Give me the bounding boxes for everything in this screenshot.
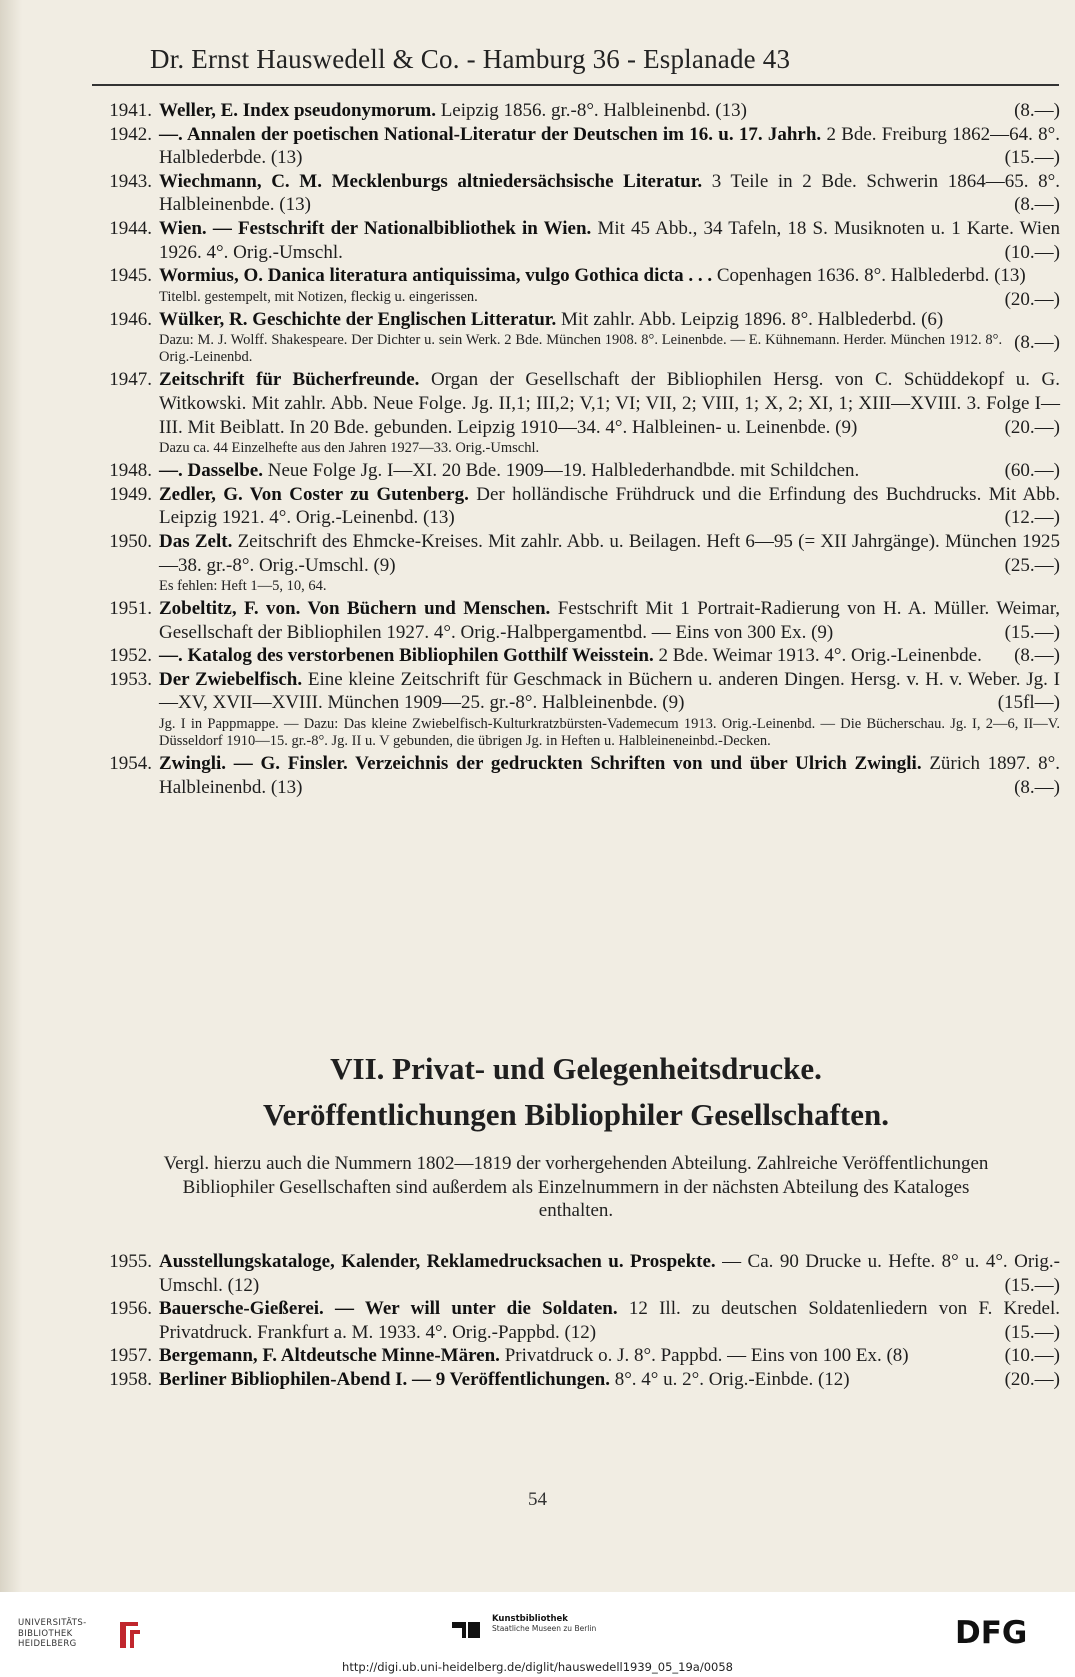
- entry-text: [159, 99, 1060, 123]
- entry-details: Organ der Gesellschaft der Bibliophilen Hersg. von C. Schüddekopf u. G. Witkowski. Mit zahlr. Abb. Neue Folge. Jg. II,1; III,2; V,1; VI; VII, 2; VIII, 1; X, 2; XI, 1; XIII—XVIII. 3. Folge I—III. Mit Beiblatt. In 20 Bde. gebunden. Leipzig 1910—34. 4°. Halbleinen- u. Leinenbde. (9): [159, 369, 1060, 438]
- entry-price: (8.—): [1014, 645, 1060, 667]
- entry-price: (15.—): [1004, 621, 1060, 643]
- entry-text: [159, 217, 1060, 264]
- entry-number: 1944.: [109, 217, 152, 239]
- entry-number: 1954.: [109, 753, 152, 775]
- entry-text: [159, 752, 1060, 799]
- entry-details: 2 Bde. Weimar 1913. 4°. Orig.-Leinenbde.: [658, 645, 982, 667]
- kunstbibliothek-subtitle: Staatliche Museen zu Berlin: [492, 1624, 597, 1633]
- dfg-logo-text: DFG: [955, 1616, 1028, 1646]
- entry-price: (20.—): [1004, 1368, 1060, 1390]
- catalog-entries: [92, 99, 1060, 799]
- entry-text: [159, 1344, 1060, 1368]
- entry-title: Wülker, R. Geschichte der Englischen Litteratur.: [159, 308, 557, 330]
- entry-number: 1941.: [109, 100, 152, 121]
- entry-price: (20.—): [1004, 288, 1060, 310]
- uni-logo-line1: UNIVERSITÄTS-: [18, 1618, 87, 1628]
- entry-title: Das Zelt.: [159, 530, 233, 552]
- entry-price: (15.—): [1004, 147, 1060, 169]
- entry-details: 12 Ill. zu deutschen Soldatenliedern von F. Kredel. Privatdruck. Frankfurt a. M. 1933. 4°. Orig.-Pappbd. (12): [159, 1298, 1060, 1343]
- section-title-line1: VII. Privat- und Gelegenheitsdrucke.: [330, 1051, 822, 1086]
- entry-title: Wormius, O. Danica literatura antiquissima, vulgo Gothica dicta . . .: [159, 265, 713, 287]
- entry-price: (10.—): [1004, 1345, 1060, 1367]
- catalog-entry: [92, 368, 1060, 457]
- catalog-entry: [92, 264, 1060, 310]
- entry-number: 1953.: [109, 668, 152, 690]
- entry-number: 1956.: [109, 1298, 152, 1320]
- entry-price: (15.—): [1004, 1274, 1060, 1296]
- entry-text: [159, 459, 1060, 483]
- entry-title: Berliner Bibliophilen-Abend I. — 9 Veröffentlichungen.: [159, 1368, 610, 1390]
- catalog-entry: [92, 308, 1060, 367]
- source-url[interactable]: http://digi.ub.uni-heidelberg.de/diglit/hauswedell1939_05_19a/0058: [342, 1660, 733, 1674]
- entry-price: (25.—): [1004, 554, 1060, 576]
- entry-number: 1951.: [109, 598, 152, 620]
- entry-price: (20.—): [1004, 416, 1060, 438]
- entry-text: [159, 644, 1060, 668]
- entry-number: 1947.: [109, 369, 152, 391]
- uni-logo-line3: HEIDELBERG: [18, 1639, 77, 1649]
- page-edge-shadow: [0, 0, 22, 1592]
- entry-title: —. Dasselbe.: [159, 460, 263, 482]
- uni-library-logo[interactable]: [18, 1618, 136, 1650]
- entry-text: [159, 1250, 1060, 1297]
- entry-text: [159, 530, 1060, 577]
- catalog-entry: [92, 1250, 1060, 1297]
- entry-details: Zürich 1897. 8°. Halbleinenbd. (13): [159, 753, 1060, 798]
- entry-details: Der holländische Frühdruck und die Erfindung des Buchdrucks. Mit Abb. Leipzig 1921. 4°. Orig.-Leinenbd. (13): [159, 483, 1061, 529]
- running-head: Dr. Ernst Hauswedell & Co. - Hamburg 36 - Esplanade 43: [150, 44, 791, 74]
- entry-text: [159, 368, 1060, 439]
- entry-number: 1949.: [109, 483, 152, 505]
- entry-title: Zobeltitz, F. von. Von Büchern und Menschen.: [159, 598, 551, 620]
- entry-price: (15.—): [1004, 1321, 1060, 1343]
- entry-note: Es fehlen: Heft 1—5, 10, 64.: [159, 578, 327, 595]
- entry-details: Festschrift Mit 1 Portrait-Radierung von H. A. Müller. Weimar, Gesellschaft der Bibliophilen 1927. 4°. Orig.-Halbpergamentbd. — Eins von 300 Ex. (9): [159, 598, 1061, 643]
- entry-text: [159, 668, 1060, 715]
- kunstbibliothek-logo[interactable]: [492, 1614, 596, 1633]
- dfg-logo[interactable]: [955, 1616, 1055, 1646]
- entry-price: (8.—): [1014, 100, 1060, 121]
- kunstbibliothek-title: Kunstbibliothek: [492, 1614, 568, 1624]
- entry-price: (60.—): [1004, 460, 1060, 482]
- uni-logo-line2: BIBLIOTHEK: [18, 1628, 73, 1639]
- catalog-entry: [92, 459, 1060, 483]
- entry-title: Wiechmann, C. M. Mecklenburgs altniedersächsische Literatur.: [159, 170, 703, 192]
- entry-price: (8.—): [1014, 194, 1060, 216]
- entry-number: 1955.: [109, 1251, 152, 1272]
- entry-details: Mit 45 Abb., 34 Tafeln, 18 S. Musiknoten u. 1 Karte. Wien 1926. 4°. Orig.-Umschl.: [159, 217, 1060, 263]
- entry-text: [159, 1297, 1060, 1344]
- header-rule: [92, 84, 1059, 86]
- entry-price: (15fl—): [997, 692, 1060, 714]
- entry-title: —. Annalen der poetischen National-Literatur der Deutschen im 16. u. 17. Jahrh.: [159, 123, 822, 145]
- entry-note: Titelbl. gestempelt, mit Notizen, fleckig u. eingerissen.: [159, 288, 478, 305]
- entry-details: Eine kleine Zeitschrift für Geschmack in Büchern u. anderen Dingen. Hersg. v. H. v. Weber. Jg. I—XV, XVII—XVIII. München 1909—25. gr.-8°. Halbleinenbde. (9): [159, 668, 1060, 714]
- entry-price: (8.—): [1014, 332, 1060, 354]
- entry-details: — Ca. 90 Drucke u. Hefte. 8° u. 4°. Orig.-Umschl. (12): [159, 1251, 1061, 1296]
- entry-text: [159, 170, 1060, 217]
- section-title-line2: Veröffentlichungen Bibliophiler Gesellschaften.: [262, 1097, 890, 1132]
- entry-number: 1945.: [109, 265, 152, 287]
- entry-title: Weller, E. Index pseudonymorum.: [159, 100, 436, 121]
- entry-number: 1946.: [109, 308, 152, 330]
- section-intro: Vergl. hierzu auch die Nummern 1802—1819 der vorhergehenden Abteilung. Zahlreiche Veröffentlichungen Bibliophiler Gesellschaften sind außerdem als Einzelnummern in der nächsten Abteilung des Kataloges enthalten.: [163, 1153, 989, 1222]
- entry-details: Privatdruck o. J. 8°. Pappbd. — Eins von 100 Ex. (8): [504, 1345, 909, 1367]
- entry-note: Dazu ca. 44 Einzelhefte aus den Jahren 1927—33. Orig.-Umschl.: [159, 440, 540, 457]
- catalog-entry: [92, 668, 1060, 750]
- page-number: 54: [528, 1489, 547, 1510]
- entry-number: 1957.: [109, 1345, 152, 1367]
- catalog-entry: [92, 1297, 1060, 1344]
- catalog-entry: [92, 99, 1060, 123]
- catalog-entry: [92, 530, 1060, 595]
- entry-text: [159, 597, 1060, 644]
- entry-title: Zedler, G. Von Coster zu Gutenberg.: [159, 483, 469, 505]
- entry-note: Dazu: M. J. Wolff. Shakespeare. Der Dichter u. sein Werk. 2 Bde. München 1908. 8°. Leinenbde. — E. Kühnemann. Herder. München 1912. 8°. Orig.-Leinenbd.: [159, 332, 1003, 366]
- entry-number: 1942.: [109, 123, 152, 145]
- entry-details: Mit zahlr. Abb. Leipzig 1896. 8°. Halblederbd. (6): [561, 308, 944, 330]
- entry-text: [159, 483, 1060, 530]
- catalog-entry: [92, 123, 1060, 170]
- footer-bar: [0, 1592, 1075, 1657]
- kunstbibliothek-icon: [450, 1618, 484, 1642]
- entry-title: Wien. — Festschrift der Nationalbibliothek in Wien.: [159, 217, 592, 239]
- entry-title: Zwingli. — G. Finsler. Verzeichnis der gedruckten Schriften von und über Ulrich Zwingli.: [159, 753, 922, 775]
- entry-title: Bergemann, F. Altdeutsche Minne-Mären.: [159, 1345, 500, 1367]
- catalog-entries-section7: [92, 1250, 1060, 1392]
- entry-number: 1958.: [109, 1368, 152, 1390]
- entry-price: (8.—): [1014, 776, 1060, 798]
- catalog-entry: [92, 644, 1060, 668]
- catalog-entry: [92, 597, 1060, 644]
- catalog-entry: [92, 752, 1060, 799]
- entry-note: Jg. I in Pappmappe. — Dazu: Das kleine Zwiebelfisch-Kulturkratzbürsten-Vademecum 1913. Orig.-Leinenbd. — Die Bücherschau. Jg. I, 2—6, II—V. Düsseldorf 1910—15. gr.-8°. Jg. II u. V gebunden, die übrigen Jg. in Heften u. Halbleineneinbd.-Decken.: [159, 716, 1060, 750]
- entry-price: (12.—): [1004, 507, 1060, 529]
- catalog-entry: [92, 217, 1060, 264]
- entry-title: Zeitschrift für Bücherfreunde.: [159, 369, 420, 391]
- catalog-entry: [92, 170, 1060, 217]
- catalog-entry: [92, 1344, 1060, 1368]
- entry-details: 8°. 4° u. 2°. Orig.-Einbde. (12): [614, 1368, 850, 1390]
- entry-number: 1948.: [109, 460, 152, 482]
- entry-title: Der Zwiebelfisch.: [159, 668, 303, 690]
- entry-title: Ausstellungskataloge, Kalender, Reklamedrucksachen u. Prospekte.: [159, 1251, 716, 1272]
- entry-details: Neue Folge Jg. I—XI. 20 Bde. 1909—19. Halblederhandbde. mit Schildchen.: [267, 460, 860, 482]
- catalog-entry: [92, 483, 1060, 530]
- entry-details: 2 Bde. Freiburg 1862—64. 8°. Halblederbde. (13): [159, 123, 1061, 169]
- entry-price: (10.—): [1004, 241, 1060, 263]
- entry-number: 1952.: [109, 645, 152, 667]
- uni-logo-icon: [116, 1618, 144, 1652]
- section-heading: [92, 1046, 1060, 1223]
- entry-title: —. Katalog des verstorbenen Bibliophilen Gotthilf Weisstein.: [159, 645, 654, 667]
- entry-text: [159, 123, 1060, 170]
- entry-text: [159, 1368, 1060, 1392]
- entry-number: 1943.: [109, 170, 152, 192]
- catalog-entry: [92, 1368, 1060, 1392]
- entry-title: Bauersche-Gießerei. — Wer will unter die Soldaten.: [159, 1298, 618, 1320]
- entry-details: Zeitschrift des Ehmcke-Kreises. Mit zahlr. Abb. u. Beilagen. Heft 6—95 (= XII Jahrgänge). München 1925—38. gr.-8°. Orig.-Umschl. (9): [159, 530, 1061, 576]
- entry-details: Leipzig 1856. gr.-8°. Halbleinenbd. (13): [440, 100, 747, 121]
- entry-details: 3 Teile in 2 Bde. Schwerin 1864—65. 8°. Halbleinenbde. (13): [159, 170, 1061, 216]
- entry-number: 1950.: [109, 530, 152, 552]
- entry-details: Copenhagen 1636. 8°. Halblederbd. (13): [716, 265, 1026, 287]
